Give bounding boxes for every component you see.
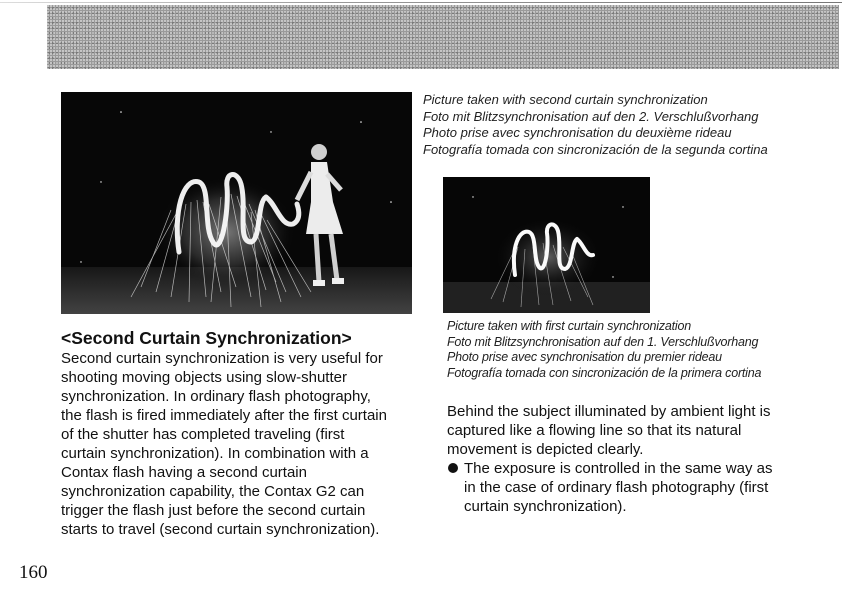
caption-line-en: Picture taken with first curtain synchronization — [447, 319, 691, 333]
caption-line-fr: Photo prise avec synchronisation du premier rideau — [447, 350, 722, 364]
caption-first-curtain — [447, 319, 761, 381]
section-body — [61, 349, 387, 539]
body-line: trigger the flash just before the second curtain — [61, 502, 366, 519]
bullet-line: in the case of ordinary flash photography (first — [464, 479, 769, 496]
section-heading: <Second Curtain Synchronization> — [61, 328, 352, 348]
body-line: the flash is fired immediately after the first curtain — [61, 407, 387, 424]
photo-second-curtain — [61, 92, 412, 314]
body-line: of the shutter has completed traveling (first — [61, 426, 345, 443]
caption-line-fr: Photo prise avec synchronisation du deuxième rideau — [423, 125, 732, 140]
body-line: shooting moving objects using slow-shutter — [61, 369, 347, 386]
bullet-line: The exposure is controlled in the same way as — [464, 460, 773, 477]
caption-line-es: Fotografía tomada con sincronización de la primera cortina — [447, 365, 762, 380]
body-line: synchronization capability, the Contax G2 can — [61, 483, 365, 500]
caption-line-es: Fotografía tomada con sincronización de la segunda cortina — [423, 141, 768, 157]
right-body — [447, 402, 773, 516]
body-line: curtain synchronization). In combination with a — [61, 445, 369, 462]
halftone-banner — [47, 5, 839, 69]
body-line: Behind the subject illuminated by ambient light is — [447, 403, 771, 420]
body-line: movement is depicted clearly. — [447, 441, 644, 458]
body-line: starts to travel (second curtain synchronization). — [61, 521, 380, 538]
body-line: captured like a flowing line so that its natural — [447, 422, 742, 439]
page-number: 160 — [19, 562, 48, 583]
caption-line-de: Foto mit Blitzsynchronisation auf den 2. Verschlußvorhang — [423, 108, 759, 124]
body-line: synchronization. In ordinary flash photography, — [61, 388, 371, 405]
top-rule — [0, 2, 842, 3]
bullet-line: curtain synchronization). — [464, 498, 627, 515]
body-line: Second curtain synchronization is very useful for — [61, 350, 383, 367]
caption-line-de: Foto mit Blitzsynchronisation auf den 1. Verschlußvorhang — [447, 334, 759, 349]
photo-first-curtain — [443, 177, 650, 313]
caption-second-curtain — [423, 92, 768, 158]
bullet-dot-icon — [448, 463, 458, 473]
body-line: Contax flash having a second curtain — [61, 464, 307, 481]
caption-line-en: Picture taken with second curtain synchronization — [423, 92, 708, 107]
bullet-item — [447, 459, 773, 516]
